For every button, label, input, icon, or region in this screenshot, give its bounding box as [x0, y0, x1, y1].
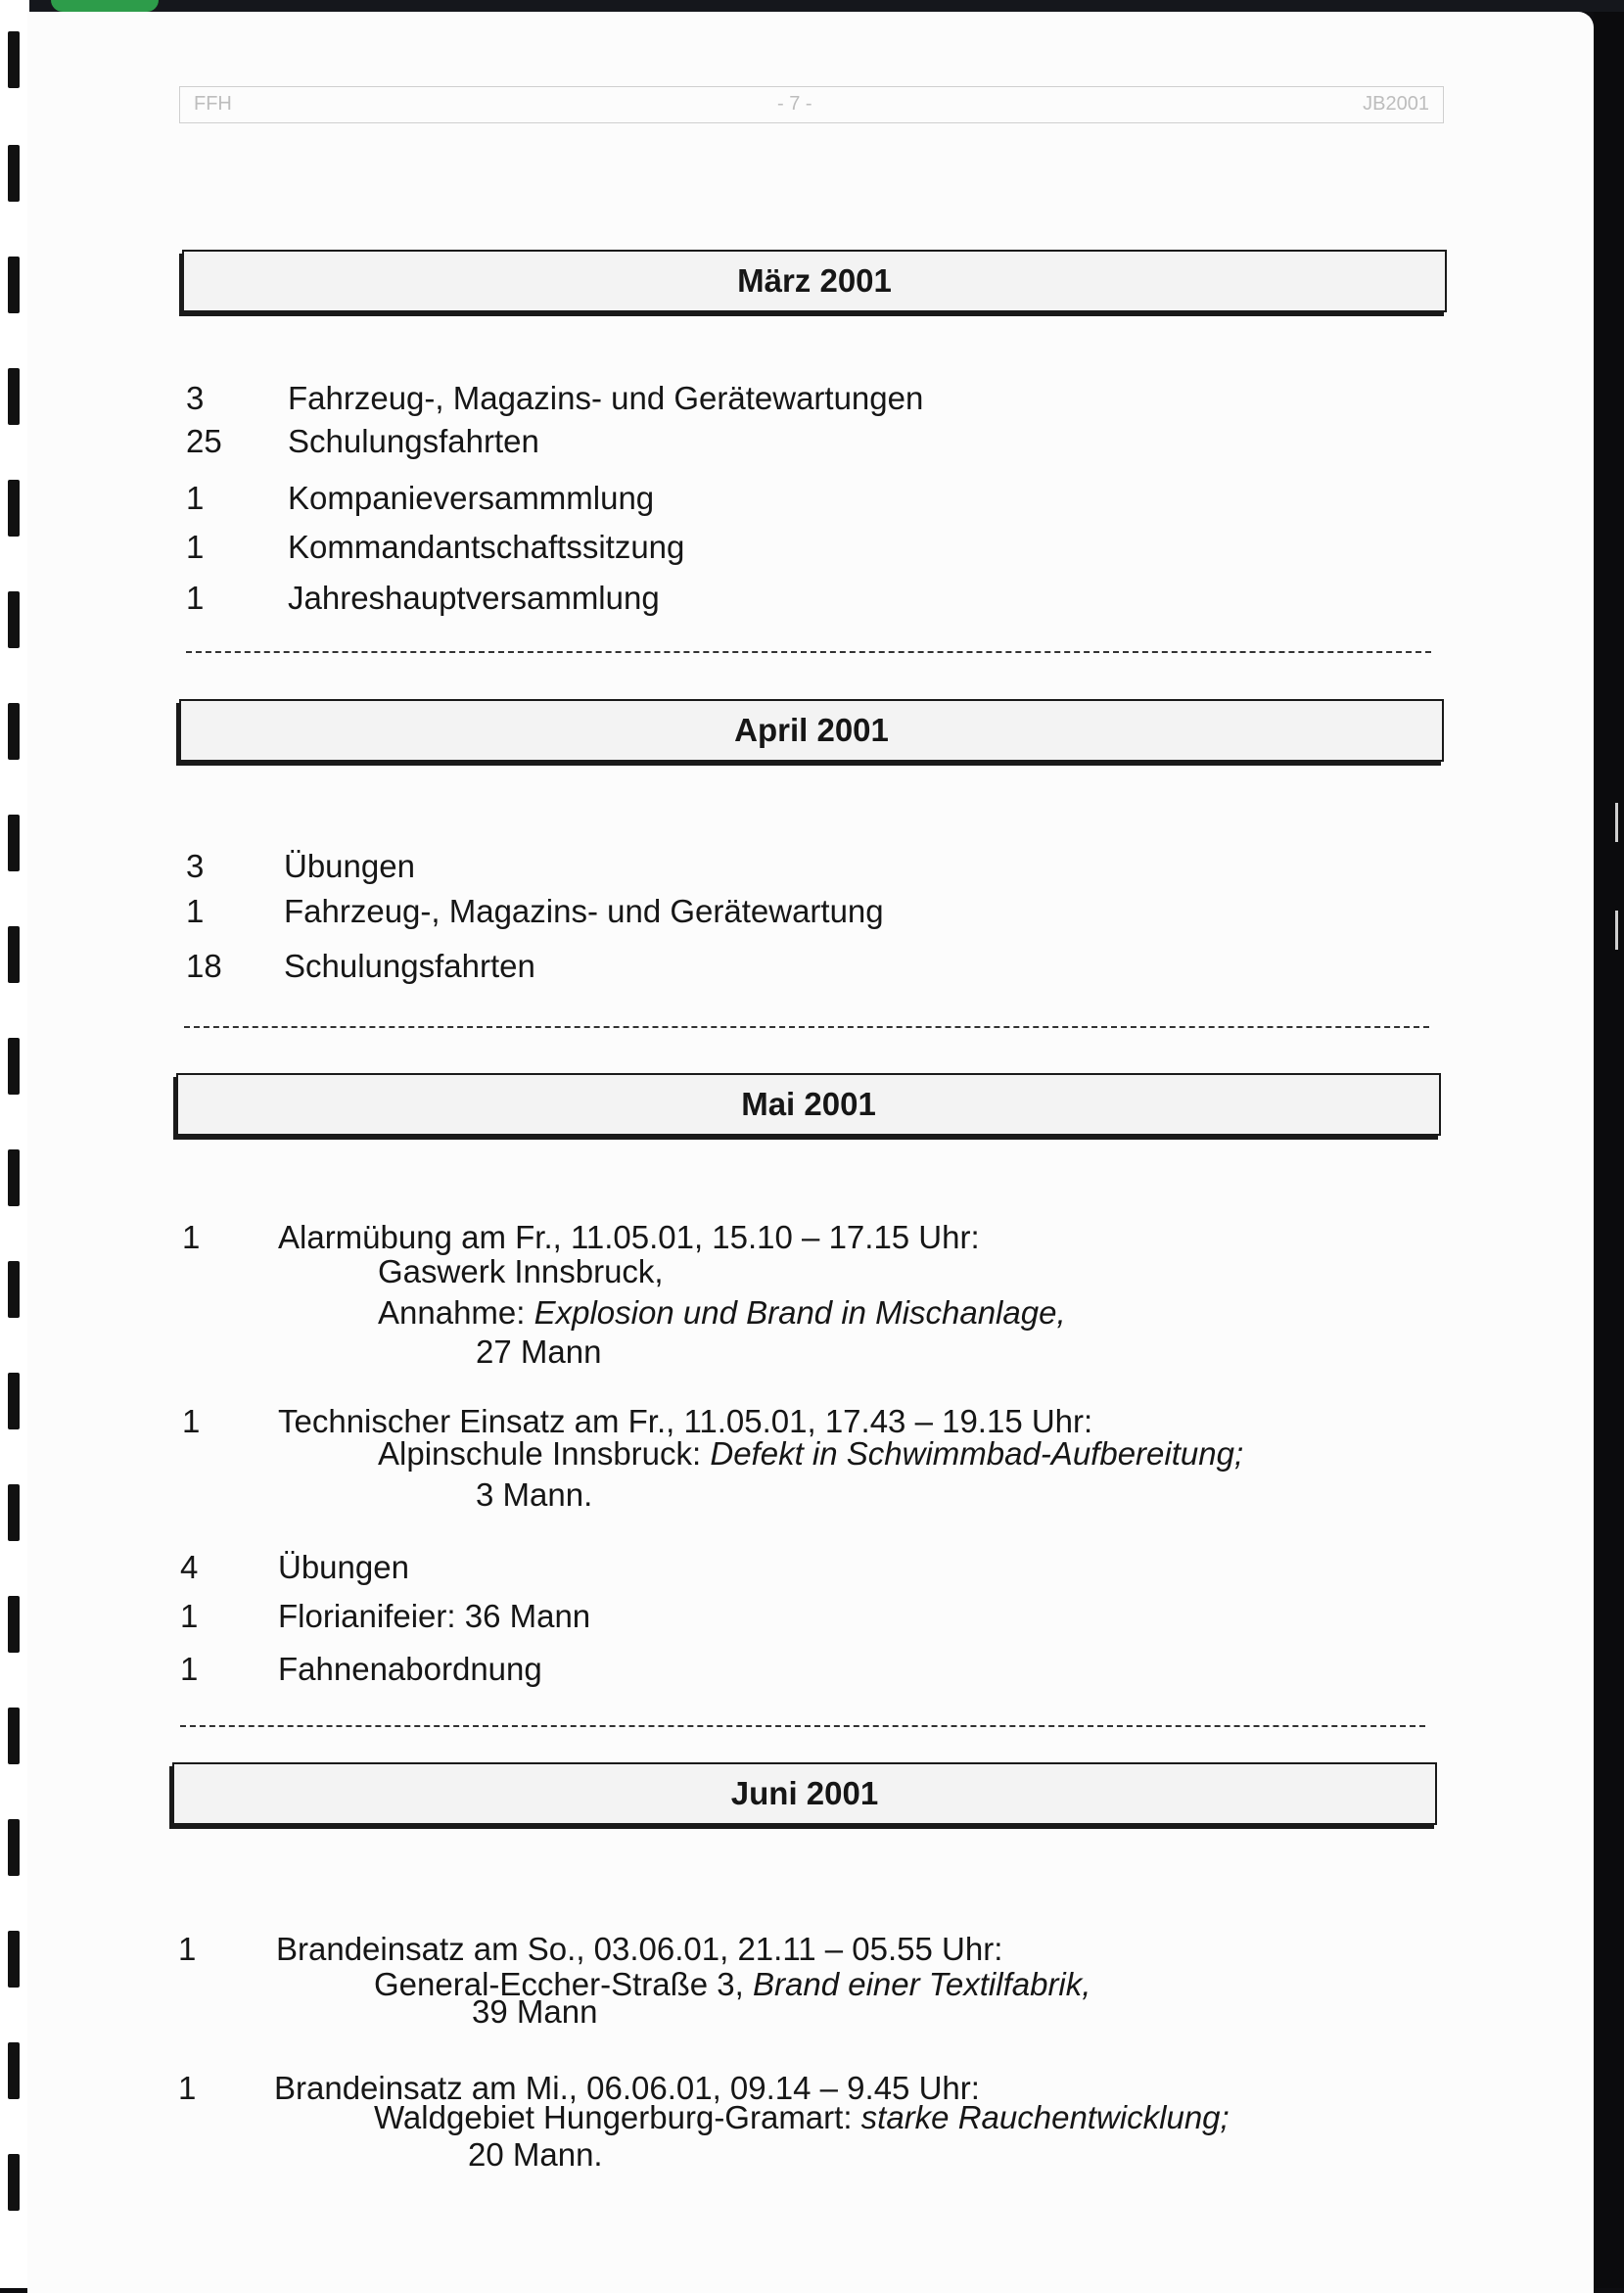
item-text: Schulungsfahrten: [288, 423, 539, 459]
event-headline: Brandeinsatz am So., 03.06.01, 21.11 – 05.55 Uhr:: [276, 1931, 1003, 1967]
scan-top-edge: [29, 0, 1624, 12]
binding-mark: [8, 815, 20, 871]
binding-mark: [8, 926, 20, 983]
item-count: 3: [186, 848, 205, 884]
event-count: 1: [182, 1219, 201, 1255]
event-crew: 39 Mann: [472, 1993, 598, 2030]
item-text: Übungen: [284, 848, 415, 884]
event-location-label: Alpinschule Innsbruck:: [378, 1435, 711, 1472]
item-text: Kompanieversammmlung: [288, 480, 655, 516]
event-headline: Alarmübung am Fr., 11.05.01, 15.10 – 17.15 Uhr:: [278, 1219, 980, 1255]
binding-mark: [8, 1708, 20, 1764]
item-count: 4: [180, 1549, 199, 1585]
event-location-label: General-Eccher-Straße 3,: [374, 1966, 753, 2002]
scan-right-edge: [1594, 12, 1624, 2288]
section-divider: [184, 1026, 1429, 1028]
page-number: - 7 -: [777, 93, 812, 115]
binding-mark: [8, 1819, 20, 1876]
event-location-italic: starke Rauchentwicklung;: [860, 2099, 1230, 2135]
event-location-italic: Brand einer Textilfabrik,: [752, 1966, 1091, 2002]
binding-mark: [8, 145, 20, 202]
event-location: [374, 2099, 1230, 2136]
binding-mark: [8, 368, 20, 425]
section-divider: [186, 651, 1431, 653]
running-header: [179, 86, 1444, 123]
event-crew: 20 Mann.: [468, 2136, 603, 2173]
event-detail-italic: Explosion und Brand in Mischanlage,: [534, 1294, 1066, 1331]
item-count: 3: [186, 380, 205, 416]
item-text: Jahreshauptversammlung: [288, 580, 660, 616]
event-detail-label: Annahme:: [378, 1294, 534, 1331]
item-text: Schulungsfahrten: [284, 948, 535, 984]
event-crew: 3 Mann.: [476, 1476, 593, 1513]
event-detail: [378, 1294, 1066, 1332]
binding-mark: [8, 591, 20, 648]
event-count: 1: [182, 1403, 201, 1439]
edge-mark: [1615, 803, 1618, 842]
event-crew: 27 Mann: [476, 1334, 602, 1370]
event-location: [378, 1435, 1243, 1473]
item-count: 25: [186, 423, 222, 459]
green-tab: [51, 0, 159, 12]
binding-mark: [8, 703, 20, 760]
event-headline: Technischer Einsatz am Fr., 11.05.01, 17.43 – 19.15 Uhr:: [278, 1403, 1093, 1439]
item-text: Fahnenabordnung: [278, 1651, 542, 1687]
binding-mark: [8, 1931, 20, 1988]
binding-strip: [0, 0, 29, 2288]
item-text: Fahrzeug-, Magazins- und Gerätewartungen: [288, 380, 924, 416]
binding-mark: [8, 2154, 20, 2211]
month-heading-april: April 2001: [179, 699, 1444, 762]
binding-mark: [8, 2042, 20, 2099]
running-header-left: FFH: [194, 93, 232, 115]
item-text: Kommandantschaftssitzung: [288, 529, 685, 565]
section-divider: [180, 1725, 1425, 1727]
item-text: Übungen: [278, 1549, 409, 1585]
item-text: Fahrzeug-, Magazins- und Gerätewartung: [284, 893, 884, 929]
event-count: 1: [178, 1931, 197, 1967]
item-text: Florianifeier: 36 Mann: [278, 1598, 591, 1634]
binding-mark: [8, 31, 20, 88]
binding-mark: [8, 1596, 20, 1653]
event-location: Gaswerk Innsbruck,: [378, 1253, 664, 1289]
binding-mark: [8, 1484, 20, 1541]
month-heading-maerz: März 2001: [182, 250, 1447, 312]
binding-mark: [8, 1038, 20, 1095]
running-header-right: JB2001: [1363, 93, 1429, 115]
edge-mark: [1615, 911, 1618, 950]
binding-mark: [8, 1373, 20, 1429]
binding-mark: [8, 480, 20, 537]
event-location-italic: Defekt in Schwimmbad-Aufbereitung;: [710, 1435, 1244, 1472]
item-count: 1: [180, 1651, 199, 1687]
event-location-label: Waldgebiet Hungerburg-Gramart:: [374, 2099, 861, 2135]
item-count: 18: [186, 948, 222, 984]
month-heading-mai: Mai 2001: [176, 1073, 1441, 1136]
item-count: 1: [186, 893, 205, 929]
item-count: 1: [180, 1598, 199, 1634]
month-heading-juni: Juni 2001: [172, 1762, 1437, 1825]
event-count: 1: [178, 2070, 197, 2106]
binding-mark: [8, 1149, 20, 1206]
item-count: 1: [186, 480, 205, 516]
binding-mark: [8, 257, 20, 313]
event-headline: Brandeinsatz am Mi., 06.06.01, 09.14 – 9.45 Uhr:: [274, 2070, 980, 2106]
item-count: 1: [186, 529, 205, 565]
item-count: 1: [186, 580, 205, 616]
binding-mark: [8, 1261, 20, 1318]
